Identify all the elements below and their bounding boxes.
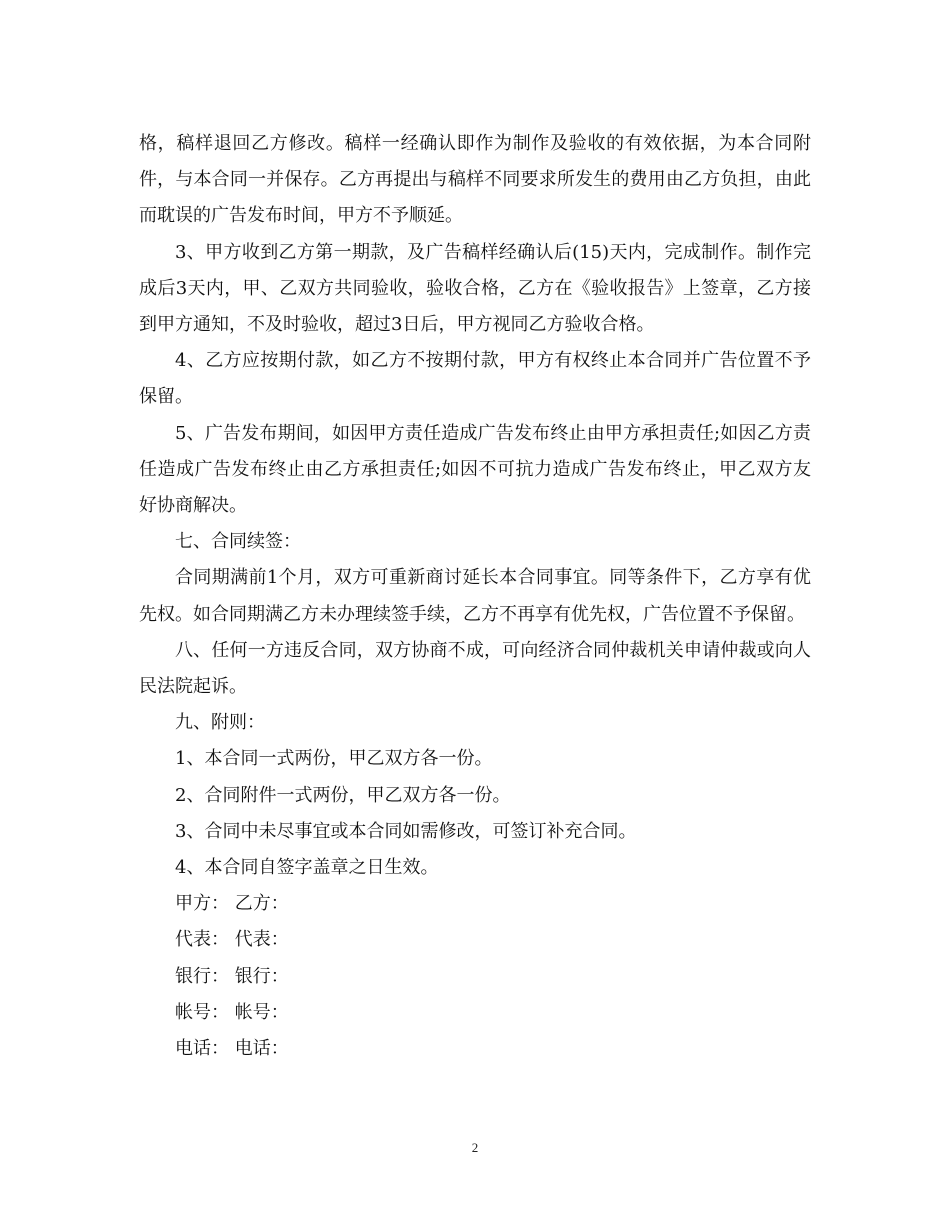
signature-line-representative: 代表： 代表： [175, 929, 289, 951]
signature-line-bank: 银行： 银行： [175, 965, 289, 987]
paragraph-clause-5: 5、广告发布期间，如因甲方责任造成广告发布终止由甲方承担责任;如因乙方责任造成广告发布终止由乙方承担责任;如因不可抗力造成广告发布终止，甲乙双方友好协商解决。 [139, 422, 811, 517]
paragraph-supplementary-1: 1、本合同一式两份，甲乙双方各一份。 [175, 748, 493, 770]
paragraph-clause-3: 3、甲方收到乙方第一期款，及广告稿样经确认后(15)天内，完成制作。制作完成后3天内，甲、乙双方共同验收，验收合格，乙方在《验收报告》上签章，乙方接到甲方通知，不及时验收，超过3日后，甲方视同乙方验收合格。 [139, 241, 811, 336]
signature-line-phone: 电话： 电话： [175, 1038, 289, 1060]
paragraph-dispute: 八、任何一方违反合同，双方协商不成，可向经济合同仲裁机关申请仲裁或向人民法院起诉。 [139, 639, 811, 698]
section-heading-renewal: 七、合同续签： [175, 531, 301, 553]
paragraph-supplementary-2: 2、合同附件一式两份，甲乙双方各一份。 [175, 784, 511, 806]
paragraph-clause-4: 4、乙方应按期付款，如乙方不按期付款，甲方有权终止本合同并广告位置不予保留。 [139, 350, 811, 408]
paragraph-supplementary-3: 3、合同中未尽事宜或本合同如需修改，可签订补充合同。 [175, 820, 637, 842]
paragraph-continuation: 格，稿样退回乙方修改。稿样一经确认即作为制作及验收的有效依据，为本合同附件，与本合同一并保存。乙方再提出与稿样不同要求所发生的费用由乙方负担，由此而耽误的广告发布时间，甲方不予顺延。 [139, 133, 811, 227]
signature-line-account: 帐号： 帐号： [175, 1001, 289, 1023]
paragraph-supplementary-4: 4、本合同自签字盖章之日生效。 [175, 857, 439, 879]
paragraph-renewal: 合同期满前1个月，双方可重新商讨延长本合同事宜。同等条件下，乙方享有优先权。如合同期满乙方未办理续签手续，乙方不再享有优先权，广告位置不予保留。 [139, 567, 811, 625]
signature-line-party: 甲方： 乙方： [175, 893, 289, 915]
section-heading-supplementary: 九、附则： [175, 712, 265, 734]
document-body [139, 126, 811, 1067]
page-number: 2 [471, 1140, 479, 1155]
signature-block [139, 886, 811, 1067]
